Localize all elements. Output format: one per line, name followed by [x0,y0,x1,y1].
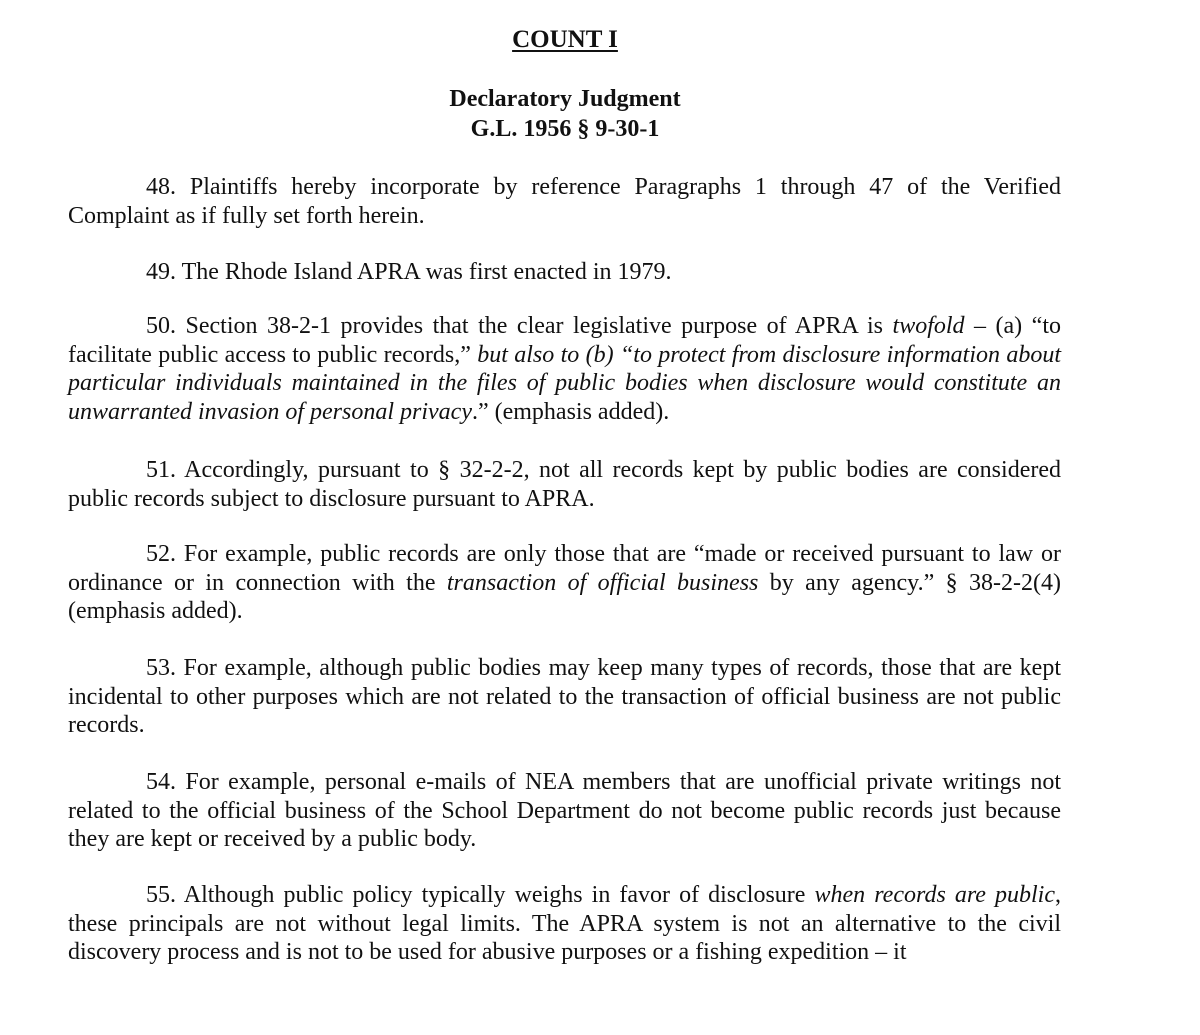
paragraph-50-emphasis-twofold: twofold [892,313,965,339]
paragraph-52 [68,540,1061,626]
paragraph-54-text: 54. For example, personal e-mails of NEA members that are unofficial private writings not related to the official business of the School Department do not become public records just because they are kept or received by a public body. [68,769,1061,852]
paragraph-52-text-c: by any agency.” § 38-2-2(4) (emphasis added). [68,569,1061,624]
paragraph-48-text: 48. Plaintiffs hereby incorporate by reference Paragraphs 1 through 47 of the Verified Complaint as if fully set forth herein. [68,174,1061,229]
paragraph-50-text-c: – (a) “to facilitate public access to public records,” [68,313,1061,368]
paragraph-50-emphasis-quote: but also to (b) “to protect from disclosure information about particular individuals maintained in the files of public bodies when disclosure would constitute an unwarranted invasion of personal privacy [68,341,1062,425]
paragraph-52-emphasis: transaction of official business [446,569,759,596]
paragraph-50-text-a: 50. Section 38-2-1 provides that the clear legislative purpose of APRA is [146,313,893,339]
count-subtitle: Declaratory Judgment [449,86,681,112]
paragraph-48 [68,173,1061,230]
paragraph-55-emphasis: when records are public [814,882,1055,908]
paragraph-52-text-a: 52. For example, public records are only those that are “made or received pursuant to law or ordinance or in connection with the [68,541,1061,596]
paragraph-55-text-a: 55. Although public policy typically weighs in favor of disclosure [146,882,815,908]
paragraph-49 [68,258,1061,287]
paragraph-50-text-e: .” (emphasis added). [471,398,670,425]
count-title: COUNT I [512,26,618,53]
paragraph-51-text: 51. Accordingly, pursuant to § 32-2-2, not all records kept by public bodies are considered public records subject to disclosure pursuant to APRA. [68,457,1061,512]
paragraph-55 [68,881,1061,967]
paragraph-53 [68,654,1061,740]
paragraph-53-text: 53. For example, although public bodies may keep many types of records, those that are kept incidental to other purposes which are not related to the transaction of official business are not public records. [68,655,1061,738]
paragraph-51 [68,456,1061,513]
paragraph-50 [68,312,1061,426]
count-statute: G.L. 1956 § 9-30-1 [470,116,660,142]
paragraph-55-text-c: , these principals are not without legal limits. The APRA system is not an alternative to the civil discovery process and is not to be used for abusive purposes or a fishing expedition – it [68,882,1061,965]
paragraph-49-text: 49. The Rhode Island APRA was first enacted in 1979. [146,259,672,285]
paragraph-54 [68,768,1061,854]
